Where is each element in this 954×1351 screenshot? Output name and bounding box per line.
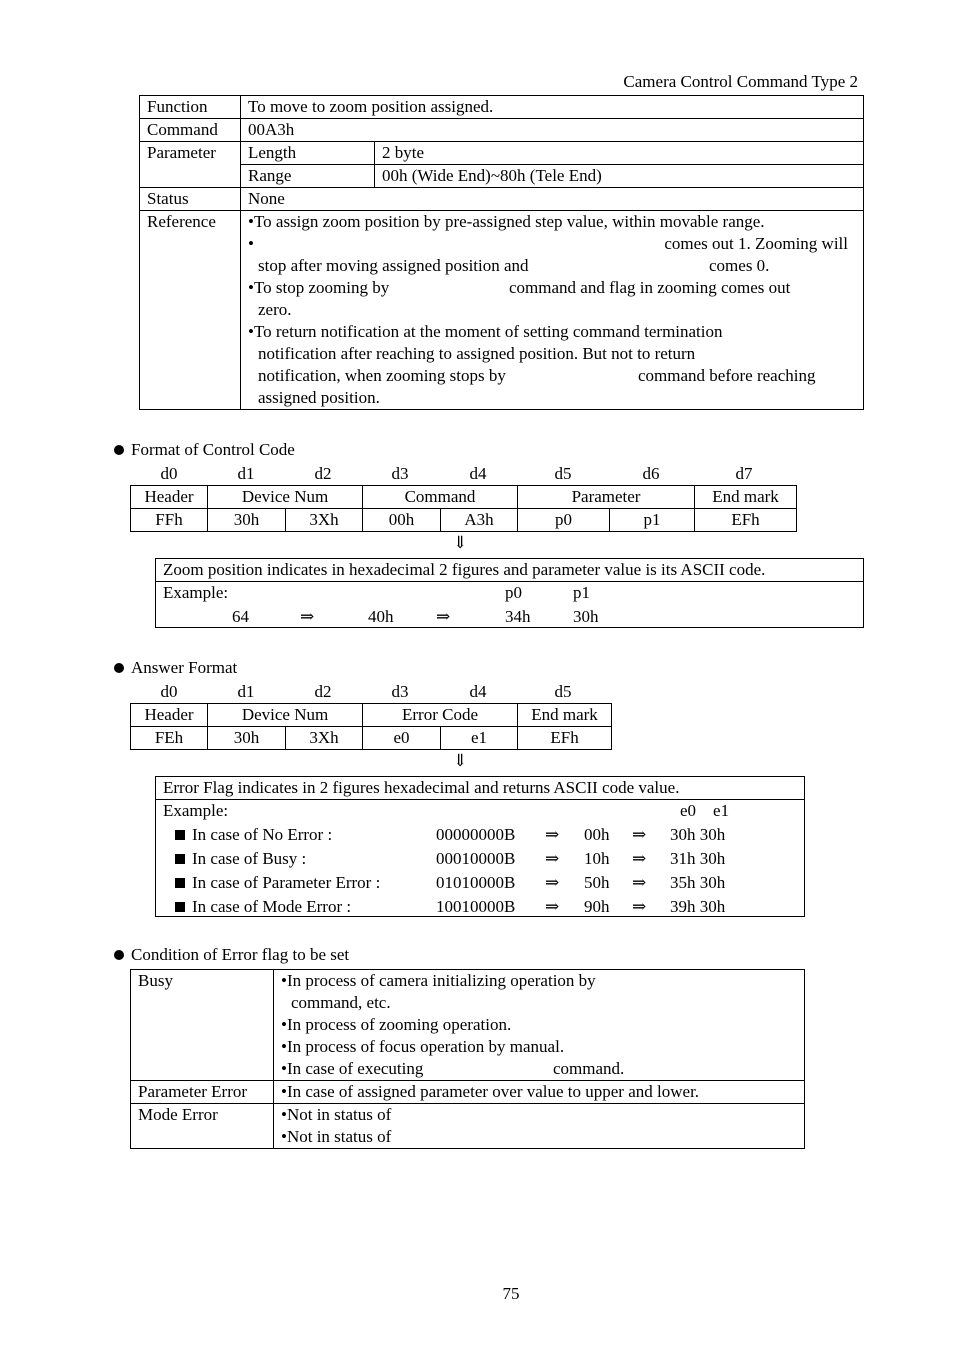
bullet-icon: [114, 445, 124, 455]
e0-e1-label: e0 e1: [680, 801, 730, 820]
reference-label: Reference: [140, 211, 241, 410]
error-example-bin: 00000000B: [436, 825, 516, 844]
cc-value: 3Xh: [286, 509, 363, 532]
error-example-a2: ⇒: [632, 849, 647, 868]
cc-end-mark: End mark: [695, 486, 797, 509]
command-label: Command: [140, 119, 241, 142]
error-example-label: In case of Mode Error :: [192, 897, 352, 916]
cc-value: p1: [610, 509, 695, 532]
range-label: Range: [241, 165, 375, 188]
parameter-label: Parameter: [140, 142, 241, 188]
ans-end-mark: End mark: [518, 704, 612, 727]
example-p1: 30h: [573, 607, 599, 626]
error-example-bin: 10010000B: [436, 897, 516, 916]
error-example-hex: 50h: [584, 873, 610, 892]
error-example-a1: ⇒: [545, 873, 560, 892]
cc-parameter: Parameter: [518, 486, 695, 509]
cc-value: FFh: [131, 509, 208, 532]
cc-value: 00h: [363, 509, 441, 532]
error-example-hex: 00h: [584, 825, 610, 844]
error-example-ascii: 31h 30h: [670, 849, 726, 868]
error-flag-note: Error Flag indicates in 2 figures hexadecimal and returns ASCII code value.: [156, 777, 804, 800]
length-value: 2 byte: [375, 142, 864, 165]
range-value: 00h (Wide End)~80h (Tele End): [375, 165, 864, 188]
p0-label: p0: [505, 583, 522, 602]
ans-value: 30h: [208, 727, 286, 750]
function-value: To move to zoom position assigned.: [241, 96, 864, 119]
error-example-label: In case of No Error :: [192, 825, 333, 844]
ans-value: EFh: [518, 727, 612, 750]
page-number: 75: [502, 1284, 520, 1303]
command-value: 00A3h: [241, 119, 864, 142]
error-example-ascii: 30h 30h: [670, 825, 726, 844]
ans-value: e1: [441, 727, 518, 750]
error-example-a2: ⇒: [632, 897, 647, 916]
cc-value: A3h: [441, 509, 518, 532]
example-decimal: 64: [232, 607, 249, 626]
reference-text: •To assign zoom position by pre-assigned step value, within movable range. • comes out 1. Zooming will stop after moving assigned position and comes 0. •To stop zooming by command and flag in zooming comes out zero. •To return notification at the moment of setting command termination notification after reaching to assigned position. But not to return notification, when zooming stops by command before reaching assigned position.: [241, 211, 864, 410]
error-example-a1: ⇒: [545, 825, 560, 844]
conditions-table: [130, 969, 805, 1149]
square-bullet-icon: [175, 854, 185, 864]
error-example-ascii: 39h 30h: [670, 897, 726, 916]
error-example-bin: 01010000B: [436, 873, 516, 892]
error-flag-box: [155, 776, 805, 917]
example-label: Example:: [163, 801, 229, 820]
ans-device-num: Device Num: [208, 704, 363, 727]
bullet-icon: [114, 950, 124, 960]
cc-value: p0: [518, 509, 610, 532]
spec-table: [139, 95, 864, 410]
error-example-a2: ⇒: [632, 825, 647, 844]
function-label: Function: [140, 96, 241, 119]
right-arrow-icon: ⇒: [436, 607, 451, 626]
error-example-row: [156, 848, 804, 870]
control-code-heading: Format of Control Code: [114, 439, 295, 461]
error-example-a1: ⇒: [545, 849, 560, 868]
example-hex: 40h: [368, 607, 394, 626]
error-example-a2: ⇒: [632, 873, 647, 892]
bullet-icon: [114, 663, 124, 673]
busy-label: Busy: [131, 970, 274, 1081]
parameter-error-condition: •In case of assigned parameter over value to upper and lower.: [274, 1081, 805, 1104]
error-example-hex: 10h: [584, 849, 610, 868]
square-bullet-icon: [175, 830, 185, 840]
ans-error-code: Error Code: [363, 704, 518, 727]
parameter-error-label: Parameter Error: [131, 1081, 274, 1104]
cc-device-num: Device Num: [208, 486, 363, 509]
answer-table: [130, 703, 612, 750]
example-p0: 34h: [505, 607, 531, 626]
ans-value: e0: [363, 727, 441, 750]
cc-header: Header: [131, 486, 208, 509]
status-label: Status: [140, 188, 241, 211]
ans-value: FEh: [131, 727, 208, 750]
error-example-label: In case of Busy :: [192, 849, 307, 868]
example-label: Example:: [163, 583, 229, 602]
cc-command: Command: [363, 486, 518, 509]
cc-value: 30h: [208, 509, 286, 532]
error-example-label: In case of Parameter Error :: [192, 873, 381, 892]
ans-value: 3Xh: [286, 727, 363, 750]
answer-byte-labels: d0 d1 d2 d3 d4 d5: [160, 682, 572, 701]
conditions-heading: Condition of Error flag to be set: [114, 944, 349, 966]
error-example-row: [156, 872, 804, 894]
control-code-table: [130, 485, 797, 532]
length-label: Length: [241, 142, 375, 165]
control-code-byte-labels: d0 d1 d2 d3 d4 d5 d6 d7: [160, 464, 753, 483]
error-example-ascii: 35h 30h: [670, 873, 726, 892]
status-value: None: [241, 188, 864, 211]
p1-label: p1: [573, 583, 590, 602]
right-arrow-icon: ⇒: [300, 607, 315, 626]
zoom-note: Zoom position indicates in hexadecimal 2 figures and parameter value is its ASCII code.: [156, 559, 863, 582]
error-example-row: [156, 896, 804, 918]
cc-value: EFh: [695, 509, 797, 532]
square-bullet-icon: [175, 878, 185, 888]
mode-error-label: Mode Error: [131, 1104, 274, 1149]
busy-conditions: •In process of camera initializing operation by command, etc. •In process of zooming operation. •In process of focus operation by manual. •In case of executing command.: [274, 970, 805, 1081]
down-arrow-icon: ⇓: [453, 533, 468, 552]
answer-heading: Answer Format: [114, 657, 237, 679]
error-example-row: [156, 824, 804, 846]
error-example-a1: ⇒: [545, 897, 560, 916]
page-header: Camera Control Command Type 2: [623, 72, 858, 91]
down-arrow-icon: ⇓: [453, 751, 468, 770]
error-example-hex: 90h: [584, 897, 610, 916]
error-example-bin: 00010000B: [436, 849, 516, 868]
zoom-note-box: [155, 558, 864, 628]
mode-error-conditions: •Not in status of •Not in status of: [274, 1104, 805, 1149]
square-bullet-icon: [175, 902, 185, 912]
ans-header: Header: [131, 704, 208, 727]
